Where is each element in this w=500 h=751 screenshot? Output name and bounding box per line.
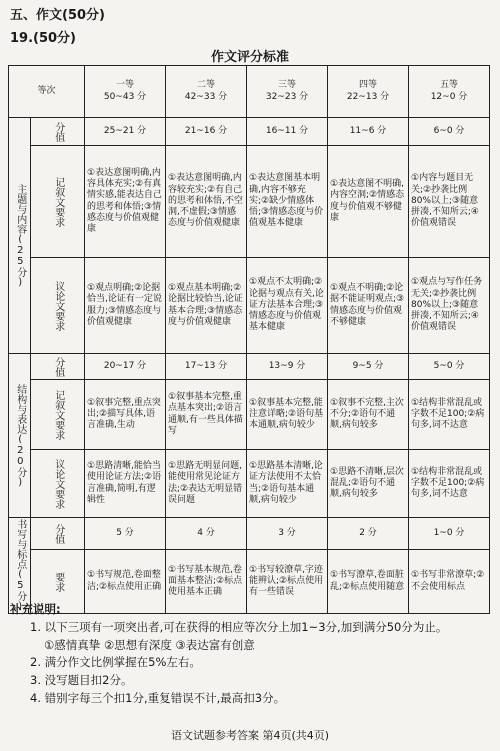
g2-argument-label: 议论文要求 — [31, 450, 85, 518]
level-1-header: 一等 50~43 分 — [85, 66, 166, 118]
level-3-header: 三等 32~23 分 — [247, 66, 328, 118]
g1-narrative-cell: ①表达意图不明确,内容空洞;②情感态度与价值观不够健康 — [328, 146, 409, 258]
question-number: 19.(50分) — [10, 31, 77, 46]
g2-score: 13~9 分 — [247, 354, 328, 380]
notes-title: 补充说明: — [10, 602, 61, 616]
g3-score-row — [9, 518, 490, 550]
g1-narrative-row — [9, 146, 490, 258]
g3-requirement-cell: ①书写较潦草,字迹能辨认;②标点使用有一些错误 — [247, 550, 328, 614]
g2-score: 5~0 分 — [409, 354, 490, 380]
g3-score: 1~0 分 — [409, 518, 490, 550]
g3-label: 书写与标点(5分) — [9, 518, 31, 614]
g2-narrative-cell: ①叙事完整,重点突出;②描写具体,语言准确,生动 — [85, 380, 166, 450]
g3-requirement-cell: ①书写基本规范,卷面基本整洁;②标点使用基本正确 — [166, 550, 247, 614]
g1-narrative-cell: ①表达意图基本明确,内容不够充实;②缺少情感体悟;③情感态度与价值观基本健康 — [247, 146, 328, 258]
level-4-header: 四等 22~13 分 — [328, 66, 409, 118]
g1-argument-cell: ①观点明确;②论据恰当,论证有一定说服力;③情感态度与价值观健康 — [85, 258, 166, 354]
g2-argument-cell: ①思路无明显问题,能使用常见论证方法;②表达无明显错误问题 — [166, 450, 247, 518]
g3-score: 5 分 — [85, 518, 166, 550]
g1-narrative-label: 记叙文要求 — [31, 146, 85, 258]
scoring-table — [8, 65, 490, 614]
g1-narrative-cell: ①表达意图明确,内容较充实;②有自己的思考和体悟,不空洞,不虚假;③情感态度与价值观健康 — [166, 146, 247, 258]
table-title: 作文评分标准 — [210, 50, 289, 65]
g2-narrative-cell: ①叙事基本完整,能注意详略;②语句基本通顺,病句较少 — [247, 380, 328, 450]
g1-narrative-cell: ①表达意图明确,内容具体充实;②有真情实感,能表达自己的思考和体悟;③情感态度与价值观健康 — [85, 146, 166, 258]
g1-score-label: 分值 — [31, 118, 85, 146]
g1-label: 主题与内容(25分) — [9, 118, 31, 354]
g2-score: 20~17 分 — [85, 354, 166, 380]
g3-requirement-cell: ①书写潦草,卷面脏乱;②标点使用随意 — [328, 550, 409, 614]
page-footer: 语文试题参考答案 第4页(共4页) — [170, 729, 330, 742]
g2-narrative-row — [9, 380, 490, 450]
g3-score: 3 分 — [247, 518, 328, 550]
g3-requirement-cell: ①书写规范,卷面整洁;②标点使用正确 — [85, 550, 166, 614]
g1-argument-label: 议论文要求 — [31, 258, 85, 354]
g2-score: 9~5 分 — [328, 354, 409, 380]
g1-argument-cell: ①观点不明确;②论据不能证明观点;③情感态度与价值观不够健康 — [328, 258, 409, 354]
g2-argument-cell: ①思路清晰,能恰当使用论证方法;②语言准确,简明,有逻辑性 — [85, 450, 166, 518]
note-4: 4. 错别字每三个扣1分,重复错误不计,最高扣3分。 — [30, 691, 286, 706]
g1-score: 11~6 分 — [328, 118, 409, 146]
g2-score-label: 分值 — [31, 354, 85, 380]
level-5-header: 五等 12~0 分 — [409, 66, 490, 118]
level-2-header: 二等 42~33 分 — [166, 66, 247, 118]
g1-argument-row — [9, 258, 490, 354]
g2-narrative-cell: ①叙事不完整,主次不分;②语句不通顺,病句较多 — [328, 380, 409, 450]
g3-score: 2 分 — [328, 518, 409, 550]
g2-argument-cell: ①思路不清晰,层次混乱;②语句不通顺,病句较多 — [328, 450, 409, 518]
g1-argument-cell: ①观点与写作任务无关;②抄袭比例80%以上;③随意拼凑,不知所云;④价值观错误 — [409, 258, 490, 354]
note-1-items: ①感情真挚 ②思想有深度 ③表达富有创意 — [44, 637, 255, 652]
g1-argument-cell: ①观点不太明确;②论据与观点有关,论证方法基本合理;③情感态度与价值观基本健康 — [247, 258, 328, 354]
g2-score: 17~13 分 — [166, 354, 247, 380]
g1-score: 25~21 分 — [85, 118, 166, 146]
g2-label: 结构与表达(20分) — [9, 354, 31, 518]
note-1: 1. 以下三项有一项突出者,可在获得的相应等次分上加1~3分,加到满分50分为止。 — [30, 619, 448, 634]
note-2: 2. 满分作文比例掌握在5%左右。 — [30, 655, 201, 670]
g1-argument-cell: ①观点基本明确;②论据比较恰当,论证基本合理;③情感态度与价值观健康 — [166, 258, 247, 354]
supplementary-notes — [10, 601, 495, 708]
g3-score: 4 分 — [166, 518, 247, 550]
section-heading: 五、作文(50分) — [10, 8, 105, 23]
g2-narrative-cell: ①结构非常混乱或字数不足100;②病句多,词不达意 — [409, 380, 490, 450]
g2-argument-cell: ①结构非常混乱或字数不足100;②病句多,词不达意 — [409, 450, 490, 518]
grade-header: 等次 — [9, 66, 85, 118]
g2-argument-cell: ①思路基本清晰,论证方法使用不太恰当;②语句基本通顺,病句较少 — [247, 450, 328, 518]
g3-requirement-label: 要求 — [31, 550, 85, 614]
g2-argument-row — [9, 450, 490, 518]
header-row — [9, 66, 490, 118]
g1-score-row — [9, 118, 490, 146]
note-3: 3. 没写题目扣2分。 — [30, 673, 133, 688]
g2-score-row — [9, 354, 490, 380]
g3-requirement-cell: ①书写非常潦草;②不会使用标点 — [409, 550, 490, 614]
g2-narrative-label: 记叙文要求 — [31, 380, 85, 450]
g1-score: 21~16 分 — [166, 118, 247, 146]
g1-narrative-cell: ①内容与题目无关;②抄袭比例80%以上;③随意拼凑,不知所云;④价值观错误 — [409, 146, 490, 258]
g2-narrative-cell: ①叙事基本完整,重点基本突出;②语言通顺,有一些具体描写 — [166, 380, 247, 450]
g1-score: 16~11 分 — [247, 118, 328, 146]
g3-score-label: 分值 — [31, 518, 85, 550]
g1-score: 6~0 分 — [409, 118, 490, 146]
